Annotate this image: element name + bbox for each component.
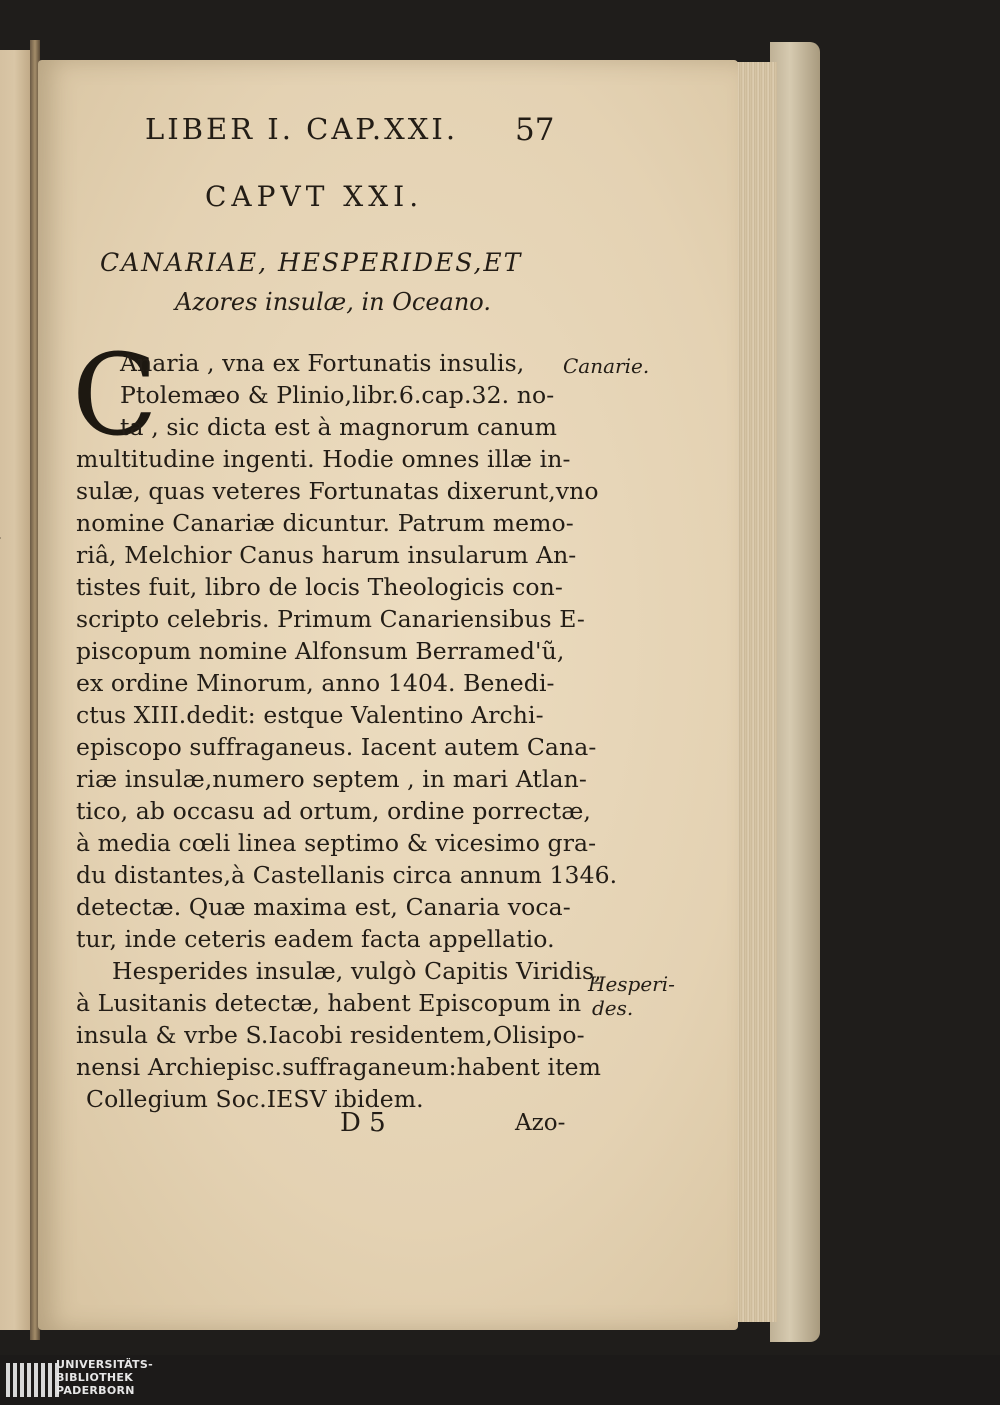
- margin-note-hesperides: Hesperi-: [588, 972, 675, 996]
- body-line: sulæ, quas veteres Fortunatas dixerunt,vno: [76, 477, 599, 505]
- catchword: Azo-: [515, 1110, 566, 1136]
- body-line: tistes fuit, libro de locis Theologicis con-: [76, 573, 563, 601]
- body-line: Hesperides insulæ, vulgò Capitis Viridis,: [112, 957, 602, 985]
- body-line: ctus XIII.dedit: estque Valentino Archi-: [76, 701, 544, 729]
- body-line: piscopum nomine Alfonsum Berramed'ũ,: [76, 637, 565, 665]
- library-logo-icon: [6, 1363, 59, 1397]
- page-number: 57: [515, 112, 555, 148]
- body-line: tico, ab occasu ad ortum, ordine porrectæ,: [76, 797, 591, 825]
- body-line: à Lusitanis detectæ, habent Episcopum in: [76, 989, 582, 1017]
- logo-line-1: UNIVERSITÄTS-: [56, 1358, 153, 1371]
- body-line: multitudine ingenti. Hodie omnes illæ in-: [76, 445, 571, 473]
- body-line: insula & vrbe S.Iacobi residentem,Olisipo-: [76, 1021, 585, 1049]
- chapter-title: CAPVT XXI.: [205, 180, 424, 213]
- logo-line-2: BIBLIOTHEK: [56, 1371, 134, 1384]
- body-line: riâ, Melchior Canus harum insularum An-: [76, 541, 577, 569]
- body-line: ta , sic dicta est à magnorum canum: [120, 413, 558, 441]
- margin-note-hesperides-end: des.: [592, 996, 634, 1020]
- body-line: ex ordine Minorum, anno 1404. Benedi-: [76, 669, 555, 697]
- margin-note-canarie: Canarie.: [563, 354, 650, 378]
- section-title-line-1: CANARIAE, HESPERIDES,ET: [100, 248, 523, 277]
- library-footer: [0, 1355, 1000, 1405]
- body-line: episcopo suffraganeus. Iacent autem Cana-: [76, 733, 597, 761]
- signature-mark: D 5: [340, 1108, 386, 1138]
- body-line: scripto celebris. Primum Canariensibus E-: [76, 605, 585, 633]
- body-line: tur, inde ceteris eadem facta appellatio.: [76, 925, 555, 953]
- body-line: riæ insulæ,numero septem , in mari Atlan-: [76, 765, 587, 793]
- body-line: à media cœli linea septimo & vicesimo gra-: [76, 829, 597, 857]
- logo-line-3: PADERBORN: [56, 1384, 135, 1397]
- body-line: Anaria , vna ex Fortunatis insulis,: [120, 349, 525, 377]
- body-line: nensi Archiepisc.suffraganeum:habent item: [76, 1053, 602, 1081]
- body-line: nomine Canariæ dicuntur. Patrum memo-: [76, 509, 574, 537]
- body-line: du distantes,à Castellanis circa annum 1346.: [76, 861, 618, 889]
- section-title-line-2: Azores insulæ, in Oceano.: [175, 288, 491, 316]
- body-line: detectæ. Quæ maxima est, Canaria voca-: [76, 893, 571, 921]
- book-cover-edge: [770, 42, 820, 1342]
- drop-cap: C: [72, 331, 158, 461]
- library-logo-text: [56, 1358, 153, 1397]
- body-line: Collegium Soc.IESV ibidem.: [86, 1085, 424, 1113]
- body-line: Ptolemæo & Plinio,libr.6.cap.32. no-: [120, 381, 555, 409]
- page-edges: [735, 62, 777, 1322]
- running-head: LIBER I. CAP.XXI.: [145, 112, 459, 146]
